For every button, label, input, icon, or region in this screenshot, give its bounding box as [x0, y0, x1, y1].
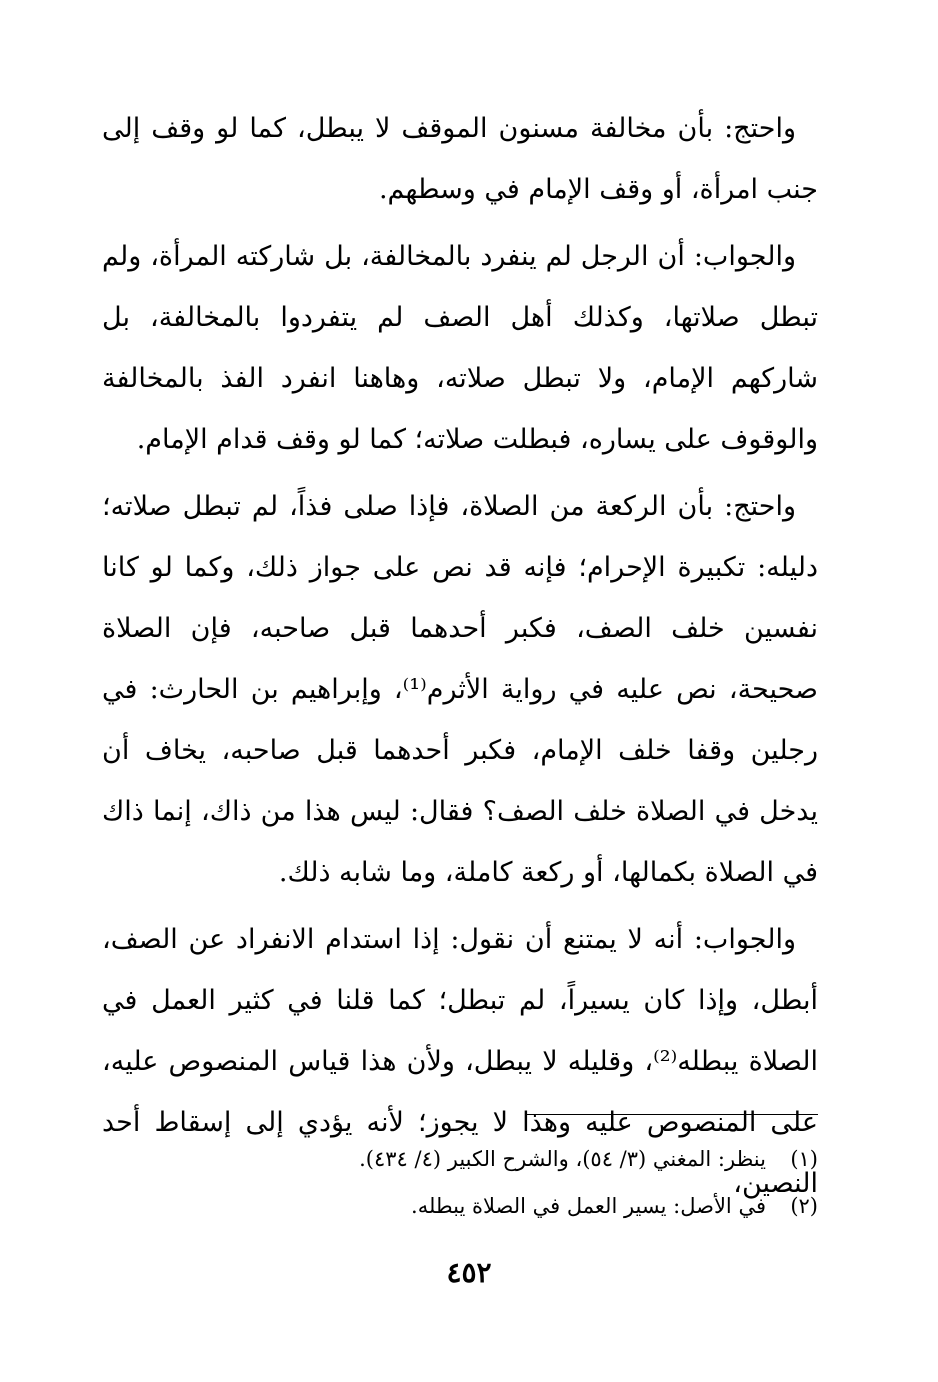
- footnote-2-text: في الأصل: يسير العمل في الصلاة يبطله.: [411, 1194, 766, 1218]
- footnote-1: [102, 1136, 818, 1183]
- paragraph-4-text: والجواب: أنه لا يمتنع أن نقول: إذا استدام الانفراد عن الصف، أبطل، وإذا كان يسيراً، لم تبطل؛ كما قلنا في كثير العمل في الصلاة يبطله⁽²⁾، وقليله لا يبطل، ولأن هذا قياس المنصوص عليه، على المنصوص عليه وهذا لا يجوز؛ لأنه يؤدي إلى إسقاط أحد النصين،: [102, 924, 818, 1199]
- footnote-1-number: (١): [790, 1147, 818, 1171]
- paragraph-3: [102, 476, 818, 903]
- paragraph-2-text: والجواب: أن الرجل لم ينفرد بالمخالفة، بل شاركته المرأة، ولم تبطل صلاتها، وكذلك أهل الصف لم يتفردوا بالمخالفة، بل شاركهم الإمام، ولا تبطل صلاته، وهاهنا انفرد الفذ بالمخالفة والوقوف على يساره، فبطلت صلاته؛ كما لو وقف قدام الإمام.: [102, 241, 818, 455]
- footnote-2-number: (٢): [790, 1194, 818, 1218]
- page-number: ٤٥٢: [446, 1256, 492, 1289]
- main-text: [102, 98, 818, 1214]
- footnote-separator: [526, 1114, 818, 1115]
- paragraph-2: [102, 226, 818, 470]
- footnote-1-text: ينظر: المغني (٣/ ٥٤)، والشرح الكبير (٤/ ٤٣٤).: [359, 1147, 766, 1171]
- footnote-2: [102, 1183, 818, 1230]
- paragraph-1-text: واحتج: بأن مخالفة مسنون الموقف لا يبطل، كما لو وقف إلى جنب امرأة، أو وقف الإمام في وسطهم.: [102, 113, 818, 205]
- footnotes: [102, 1136, 818, 1230]
- paragraph-1: [102, 98, 818, 220]
- paragraph-3-text: واحتج: بأن الركعة من الصلاة، فإذا صلى فذاً، لم تبطل صلاته؛ دليله: تكبيرة الإحرام؛ فإنه قد نص على جواز ذلك، وكما لو كانا نفسين خلف الصف، فكبر أحدهما قبل صاحبه، فإن الصلاة صحيحة، نص عليه في رواية الأثرم⁽¹⁾، وإبراهيم بن الحارث: في رجلين وقفا خلف الإمام، فكبر أحدهما قبل صاحبه، يخاف أن يدخل في الصلاة خلف الصف؟ فقال: ليس هذا من ذاك، إنما ذاك في الصلاة بكمالها، أو ركعة كاملة، وما شابه ذلك.: [102, 491, 818, 888]
